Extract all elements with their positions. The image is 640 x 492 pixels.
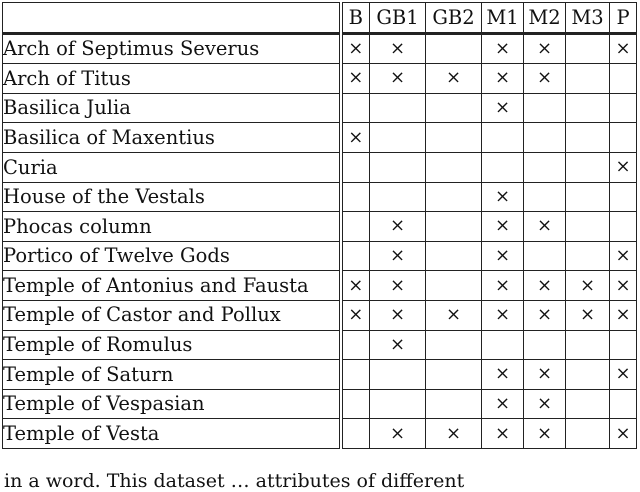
mark-cell [566, 152, 610, 182]
mark-cell: × [482, 360, 524, 390]
mark-cell [566, 419, 610, 449]
table-row [3, 271, 637, 301]
mark-cell: × [610, 241, 637, 271]
mark-cell [524, 123, 566, 153]
mark-cell [426, 93, 482, 123]
mark-cell [482, 152, 524, 182]
monument-attribute-table [2, 2, 637, 449]
mark-cell [566, 212, 610, 242]
body-text-fragment: in a word. This dataset … attributes of different [4, 470, 465, 492]
monument-name-cell: Temple of Castor and Pollux [3, 300, 341, 330]
mark-cell: × [482, 93, 524, 123]
mark-cell [426, 212, 482, 242]
monument-name-cell: Phocas column [3, 212, 341, 242]
mark-cell: × [482, 241, 524, 271]
table-row [3, 389, 637, 419]
mark-cell: × [610, 152, 637, 182]
mark-cell [341, 241, 370, 271]
table-row [3, 93, 637, 123]
mark-cell [370, 93, 426, 123]
mark-cell: × [341, 33, 370, 64]
mark-cell: × [341, 64, 370, 94]
mark-cell [610, 212, 637, 242]
mark-cell: × [610, 419, 637, 449]
mark-cell: × [524, 271, 566, 301]
monument-name-cell: Portico of Twelve Gods [3, 241, 341, 271]
mark-cell [341, 419, 370, 449]
table-row [3, 64, 637, 94]
mark-cell [610, 64, 637, 94]
mark-cell [610, 389, 637, 419]
mark-cell [566, 93, 610, 123]
header-cell: M2 [524, 3, 566, 34]
mark-cell: × [370, 241, 426, 271]
mark-cell [426, 241, 482, 271]
mark-cell [341, 330, 370, 360]
monument-name-cell: Arch of Titus [3, 64, 341, 94]
mark-cell [341, 360, 370, 390]
header-row [3, 3, 637, 34]
mark-cell: × [482, 271, 524, 301]
mark-cell [566, 64, 610, 94]
mark-cell: × [370, 33, 426, 64]
table-row [3, 300, 637, 330]
monument-name-cell: Basilica of Maxentius [3, 123, 341, 153]
mark-cell [524, 241, 566, 271]
mark-cell: × [426, 300, 482, 330]
mark-cell [426, 123, 482, 153]
mark-cell: × [370, 271, 426, 301]
mark-cell [482, 330, 524, 360]
mark-cell: × [370, 330, 426, 360]
mark-cell [426, 271, 482, 301]
mark-cell [370, 389, 426, 419]
mark-cell: × [524, 33, 566, 64]
table-row [3, 33, 637, 64]
table-row [3, 241, 637, 271]
table-row [3, 360, 637, 390]
mark-cell [426, 389, 482, 419]
mark-cell [482, 123, 524, 153]
header-cell: M3 [566, 3, 610, 34]
mark-cell [426, 182, 482, 212]
monument-name-cell: Temple of Romulus [3, 330, 341, 360]
mark-cell [341, 93, 370, 123]
mark-cell [566, 241, 610, 271]
mark-cell: × [426, 64, 482, 94]
mark-cell: × [341, 123, 370, 153]
table-row [3, 123, 637, 153]
mark-cell [566, 123, 610, 153]
monument-name-cell: Curia [3, 152, 341, 182]
mark-cell: × [524, 64, 566, 94]
mark-cell [426, 152, 482, 182]
mark-cell: × [610, 271, 637, 301]
mark-cell [370, 123, 426, 153]
mark-cell: × [426, 419, 482, 449]
mark-cell: × [566, 300, 610, 330]
mark-cell: × [482, 182, 524, 212]
mark-cell: × [370, 212, 426, 242]
mark-cell: × [341, 300, 370, 330]
mark-cell [341, 152, 370, 182]
table-row [3, 330, 637, 360]
mark-cell: × [482, 212, 524, 242]
mark-cell [426, 330, 482, 360]
monument-name-cell: Temple of Antonius and Fausta [3, 271, 341, 301]
header-cell [3, 3, 341, 34]
mark-cell [566, 33, 610, 64]
monument-name-cell: Temple of Saturn [3, 360, 341, 390]
monument-name-cell: Temple of Vespasian [3, 389, 341, 419]
mark-cell [566, 330, 610, 360]
mark-cell: × [524, 300, 566, 330]
mark-cell: × [370, 419, 426, 449]
mark-cell: × [482, 419, 524, 449]
mark-cell: × [341, 271, 370, 301]
mark-cell: × [524, 419, 566, 449]
mark-cell [610, 123, 637, 153]
mark-cell: × [524, 212, 566, 242]
monument-name-cell: House of the Vestals [3, 182, 341, 212]
mark-cell: × [482, 389, 524, 419]
mark-cell [566, 389, 610, 419]
mark-cell [524, 182, 566, 212]
mark-cell: × [370, 300, 426, 330]
table-row [3, 212, 637, 242]
mark-cell: × [610, 360, 637, 390]
mark-cell: × [370, 64, 426, 94]
header-cell: GB1 [370, 3, 426, 34]
table-row [3, 152, 637, 182]
mark-cell [524, 93, 566, 123]
mark-cell: × [610, 33, 637, 64]
monument-name-cell: Temple of Vesta [3, 419, 341, 449]
mark-cell: × [482, 300, 524, 330]
mark-cell [610, 93, 637, 123]
header-cell: B [341, 3, 370, 34]
mark-cell: × [524, 360, 566, 390]
monument-name-cell: Arch of Septimus Severus [3, 33, 341, 64]
mark-cell [426, 360, 482, 390]
header-cell: P [610, 3, 637, 34]
mark-cell [370, 182, 426, 212]
mark-cell [524, 152, 566, 182]
mark-cell [566, 182, 610, 212]
mark-cell: × [566, 271, 610, 301]
mark-cell [566, 360, 610, 390]
mark-cell [341, 389, 370, 419]
mark-cell [426, 33, 482, 64]
mark-cell: × [482, 33, 524, 64]
monument-name-cell: Basilica Julia [3, 93, 341, 123]
mark-cell: × [524, 389, 566, 419]
table-row [3, 182, 637, 212]
mark-cell [370, 152, 426, 182]
mark-cell [610, 182, 637, 212]
mark-cell: × [610, 300, 637, 330]
table-row [3, 419, 637, 449]
mark-cell [610, 330, 637, 360]
header-cell: M1 [482, 3, 524, 34]
mark-cell [341, 212, 370, 242]
mark-cell [341, 182, 370, 212]
header-cell: GB2 [426, 3, 482, 34]
mark-cell: × [482, 64, 524, 94]
mark-cell [524, 330, 566, 360]
mark-cell [370, 360, 426, 390]
